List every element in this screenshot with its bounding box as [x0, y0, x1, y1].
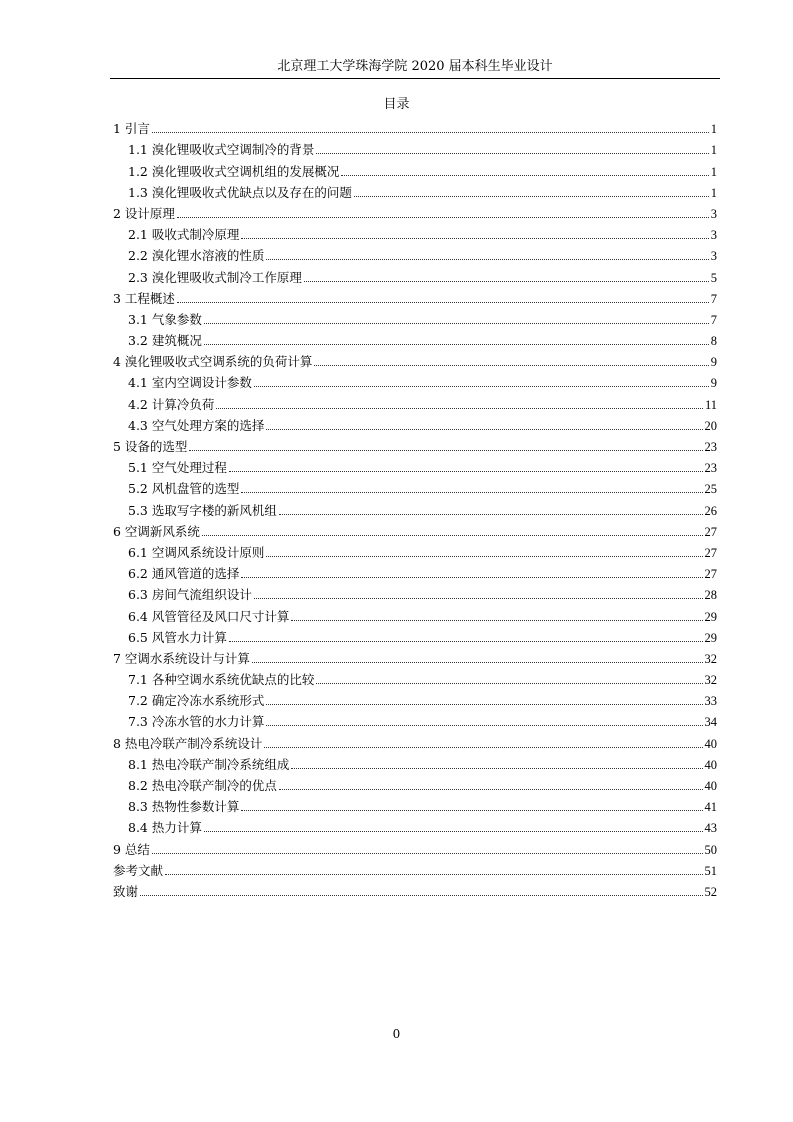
toc-entry-page: 27 — [704, 567, 717, 582]
toc-entry-page: 8 — [710, 334, 717, 349]
toc-entry-page: 25 — [704, 482, 717, 497]
toc-entry-label: 7 空调水系统设计与计算 — [113, 650, 250, 666]
toc-entry-page: 40 — [704, 779, 717, 793]
toc-entry-label: 8.2 热电冷联产制冷的优点 — [128, 778, 277, 793]
toc-leader-dots — [279, 514, 703, 515]
toc-entry-label: 9 总结 — [113, 841, 150, 857]
toc-entry-label: 7.2 确定冷冻水系统形式 — [128, 693, 265, 709]
toc-entry-page: 52 — [704, 884, 717, 899]
toc-entry-label: 8.1 热电冷联产制冷系统组成 — [128, 756, 290, 772]
toc-leader-dots — [165, 874, 702, 875]
toc-entry-label: 6.1 空调风系统设计原则 — [128, 544, 265, 560]
toc-leader-dots — [314, 365, 708, 366]
toc-entry-page: 28 — [704, 588, 717, 603]
toc-leader-dots — [216, 408, 703, 409]
toc-leader-dots — [266, 704, 702, 705]
toc-entry[interactable] — [113, 328, 717, 349]
toc-entry[interactable] — [113, 858, 717, 879]
toc-leader-dots — [279, 789, 703, 790]
toc-leader-dots — [266, 725, 702, 726]
toc-entry[interactable] — [113, 137, 717, 158]
toc-entry-page: 27 — [704, 545, 717, 560]
toc-entry-label: 1.3 溴化锂吸收式优缺点以及存在的问题 — [128, 184, 352, 200]
toc-entry[interactable] — [113, 625, 717, 646]
toc-entry[interactable] — [113, 201, 717, 222]
toc-leader-dots — [316, 153, 708, 154]
toc-entry[interactable] — [113, 646, 717, 667]
toc-entry[interactable] — [113, 773, 717, 794]
toc-leader-dots — [241, 492, 702, 493]
toc-entry[interactable] — [113, 540, 717, 561]
toc-entry-label: 4.2 计算冷负荷 — [128, 396, 215, 412]
toc-entry[interactable] — [113, 709, 717, 730]
toc-entry-page: 1 — [710, 164, 717, 179]
toc-entry[interactable] — [113, 730, 717, 751]
toc-entry-label: 4 溴化锂吸收式空调系统的负荷计算 — [113, 354, 313, 370]
toc-entry-label: 1.2 溴化锂吸收式空调机组的发展概况 — [128, 163, 340, 179]
toc-entry-page: 1 — [710, 185, 717, 200]
toc-leader-dots — [152, 132, 709, 133]
toc-entry-label: 5.3 选取写字楼的新风机组 — [128, 502, 277, 518]
toc-leader-dots — [316, 683, 702, 684]
toc-leader-dots — [266, 556, 702, 557]
toc-leader-dots — [202, 535, 703, 536]
toc-title: 目录 — [383, 97, 410, 112]
toc-entry[interactable] — [113, 413, 717, 434]
toc-entry[interactable] — [113, 752, 717, 773]
toc-entry[interactable] — [113, 519, 717, 540]
page-header: 北京理工大学珠海学院 2020 届本科生毕业设计 — [110, 56, 720, 79]
toc-entry-label: 2 设计原理 — [113, 205, 175, 221]
toc-leader-dots — [241, 577, 702, 578]
table-of-contents — [113, 116, 717, 900]
toc-entry-page: 40 — [704, 736, 717, 751]
toc-entry-page: 29 — [704, 609, 717, 624]
toc-entry-page: 40 — [704, 757, 717, 772]
toc-entry-label: 1.1 溴化锂吸收式空调制冷的背景 — [128, 142, 315, 158]
toc-entry[interactable] — [113, 667, 717, 688]
toc-leader-dots — [254, 386, 709, 387]
toc-entry-label: 4.1 室内空调设计参数 — [128, 375, 252, 391]
toc-entry-page: 1 — [710, 122, 717, 137]
toc-entry-page: 3 — [710, 249, 717, 264]
toc-entry-label: 8.3 热物性参数计算 — [128, 799, 240, 815]
toc-entry-label: 3.1 气象参数 — [128, 311, 202, 327]
toc-entry[interactable] — [113, 222, 717, 243]
toc-entry-label: 6.4 风管管径及风口尺寸计算 — [128, 608, 290, 624]
toc-leader-dots — [254, 598, 703, 599]
toc-entry-label: 4.3 空气处理方案的选择 — [128, 417, 265, 433]
toc-leader-dots — [152, 853, 703, 854]
toc-leader-dots — [266, 429, 702, 430]
toc-entry-page: 20 — [704, 418, 717, 433]
toc-entry[interactable] — [113, 455, 717, 476]
toc-entry-label: 6 空调新风系统 — [113, 523, 200, 539]
toc-entry-label: 2.3 溴化锂吸收式制冷工作原理 — [128, 269, 302, 285]
toc-entry-label: 致谢 — [113, 883, 139, 899]
toc-entry-page: 1 — [710, 143, 717, 158]
toc-entry[interactable] — [113, 815, 717, 836]
toc-entry[interactable] — [113, 794, 717, 815]
toc-entry-page: 23 — [704, 440, 717, 454]
toc-entry-page: 34 — [704, 715, 717, 730]
toc-entry-page: 26 — [704, 503, 717, 518]
toc-entry-page: 23 — [704, 461, 717, 476]
toc-leader-dots — [241, 238, 708, 239]
toc-entry[interactable] — [113, 497, 717, 518]
toc-entry-page: 9 — [710, 376, 717, 391]
toc-entry[interactable] — [113, 116, 717, 137]
toc-entry-label: 6.2 通风管道的选择 — [128, 566, 240, 582]
toc-entry-page: 5 — [710, 270, 717, 285]
toc-leader-dots — [264, 747, 702, 748]
toc-entry[interactable] — [113, 391, 717, 412]
toc-leader-dots — [341, 175, 708, 176]
toc-entry-page: 51 — [704, 863, 717, 878]
toc-leader-dots — [204, 831, 703, 832]
toc-entry-page: 3 — [710, 206, 717, 221]
toc-entry-page: 43 — [704, 821, 717, 836]
toc-leader-dots — [177, 217, 709, 218]
toc-entry[interactable] — [113, 180, 717, 201]
toc-entry[interactable] — [113, 349, 717, 370]
toc-entry[interactable] — [113, 836, 717, 857]
toc-entry-page: 32 — [704, 673, 717, 688]
toc-entry-label: 7.3 冷冻水管的水力计算 — [128, 714, 265, 730]
toc-leader-dots — [140, 895, 702, 896]
toc-entry-page: 3 — [710, 228, 717, 243]
toc-entry-label: 5.1 空气处理过程 — [128, 460, 227, 476]
toc-entry-label: 2.2 溴化锂水溶液的性质 — [128, 248, 265, 264]
toc-leader-dots — [266, 259, 708, 260]
toc-entry-label: 8 热电冷联产制冷系统设计 — [113, 735, 263, 751]
toc-entry-label: 8.4 热力计算 — [128, 820, 202, 836]
toc-entry[interactable] — [113, 561, 717, 582]
toc-entry-page: 41 — [704, 800, 717, 815]
toc-leader-dots — [252, 662, 703, 663]
toc-entry-label: 6.5 风管水力计算 — [128, 629, 227, 645]
toc-entry-label: 6.3 房间气流组织设计 — [128, 587, 252, 603]
toc-entry-label: 1 引言 — [113, 121, 150, 137]
toc-leader-dots — [189, 450, 702, 451]
toc-leader-dots — [229, 471, 703, 472]
toc-entry[interactable] — [113, 158, 717, 179]
toc-entry-page: 29 — [704, 630, 717, 645]
toc-entry[interactable] — [113, 264, 717, 285]
toc-entry[interactable] — [113, 879, 717, 900]
toc-entry-label: 2.1 吸收式制冷原理 — [128, 227, 240, 243]
toc-entry[interactable] — [113, 370, 717, 391]
toc-entry-label: 7.1 各种空调水系统优缺点的比较 — [128, 672, 315, 688]
toc-entry-page: 7 — [710, 312, 717, 327]
toc-entry[interactable] — [113, 286, 717, 307]
toc-leader-dots — [177, 302, 709, 303]
toc-entry-label: 参考文献 — [113, 862, 164, 878]
toc-entry[interactable] — [113, 476, 717, 497]
toc-entry-page: 9 — [710, 355, 717, 370]
toc-entry[interactable] — [113, 434, 717, 455]
toc-entry[interactable] — [113, 582, 717, 603]
toc-leader-dots — [229, 641, 703, 642]
toc-leader-dots — [354, 196, 709, 197]
toc-entry-page: 27 — [704, 524, 717, 539]
toc-leader-dots — [304, 281, 709, 282]
toc-entry-page: 32 — [704, 651, 717, 666]
toc-entry-page: 50 — [704, 842, 717, 857]
toc-entry-page: 11 — [704, 397, 717, 412]
toc-entry-label: 5 设备的选型 — [113, 439, 188, 454]
toc-leader-dots — [291, 768, 702, 769]
toc-entry-label: 3 工程概述 — [113, 290, 175, 306]
toc-entry[interactable] — [113, 688, 717, 709]
toc-entry-page: 7 — [710, 291, 717, 306]
toc-leader-dots — [204, 344, 709, 345]
toc-leader-dots — [204, 323, 709, 324]
toc-entry-label: 5.2 风机盘管的选型 — [128, 481, 240, 497]
toc-entry[interactable] — [113, 603, 717, 624]
toc-entry-page: 33 — [704, 694, 717, 709]
toc-leader-dots — [241, 810, 702, 811]
toc-leader-dots — [291, 620, 702, 621]
toc-entry-label: 3.2 建筑概况 — [128, 333, 202, 349]
page-number: 0 — [392, 1027, 401, 1041]
toc-entry[interactable] — [113, 307, 717, 328]
toc-entry[interactable] — [113, 243, 717, 264]
